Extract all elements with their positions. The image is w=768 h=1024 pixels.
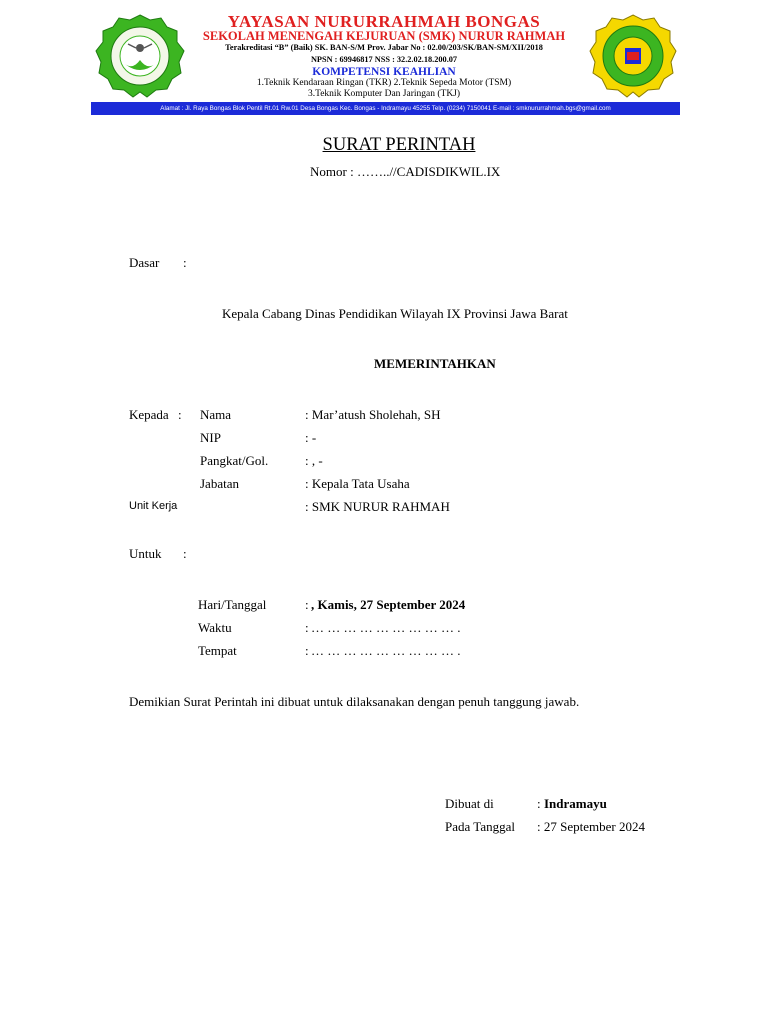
dasar-colon: :	[183, 255, 187, 270]
accreditation: Terakreditasi “B” (Baik) SK. BAN-S/M Prov. Jabar No : 02.00/203/SK/BAN-SM/XII/2018	[225, 43, 543, 52]
competency-line-2: 3.Teknik Komputer Dan Jaringan (TKJ)	[307, 89, 461, 99]
schedule-date: , Kamis, 27 September 2024	[311, 597, 466, 612]
place-value: Indramayu	[544, 796, 607, 811]
field-label: Nama	[200, 407, 232, 422]
npsn-nss: NPSN : 69946817 NSS : 32.2.02.18.200.07	[310, 55, 458, 64]
field-label: NIP	[200, 430, 221, 445]
kepada-label: Kepada	[129, 407, 169, 422]
place-label: Dibuat di	[445, 796, 494, 811]
schedule-place: … … … … … … … … … .	[311, 643, 461, 658]
schedule-time: … … … … … … … … … .	[311, 620, 461, 635]
schedule-label: Tempat	[198, 643, 237, 658]
field-value: : Kepala Tata Usaha	[305, 476, 410, 491]
kepada-colon: :	[178, 407, 182, 422]
untuk-colon: :	[183, 546, 187, 561]
school-name: SEKOLAH MENENGAH KEJURUAN (SMK) NURUR RAHMAH	[202, 29, 566, 43]
address-bar: Alamat : Jl. Raya Bongas Blok Pentil Rt.01 Rw.01 Desa Bongas Kec. Bongas - Indramayu 45255 Telp. (0234) 7150041 E-mail : smknururrahmah.bgs@gmail.com	[91, 102, 680, 115]
dasar-label: Dasar	[129, 255, 160, 270]
competency-line-1: 1.Teknik Kendaraan Ringan (TKR) 2.Teknik Sepeda Motor (TSM)	[256, 78, 512, 88]
schedule-colon: :	[305, 620, 309, 635]
document-number: Nomor : ……..//CADISDIKWIL.IX	[310, 164, 501, 179]
field-value: : -	[305, 430, 317, 445]
schedule-label: Hari/Tanggal	[198, 597, 267, 612]
schedule-label: Waktu	[198, 620, 232, 635]
competency-heading: KOMPETENSI KEAHLIAN	[312, 66, 456, 78]
date-value: : 27 September 2024	[537, 819, 645, 834]
command-heading: MEMERINTAHKAN	[374, 356, 496, 371]
schedule-colon: :	[305, 643, 309, 658]
field-label: Jabatan	[200, 476, 239, 491]
schedule-colon: :	[305, 597, 309, 612]
unit-kerja-label: Unit Kerja	[129, 500, 178, 512]
place-colon: :	[537, 796, 541, 811]
issuer: Kepala Cabang Dinas Pendidikan Wilayah IX Provinsi Jawa Barat	[222, 306, 568, 321]
date-label: Pada Tanggal	[445, 819, 515, 834]
field-label: Pangkat/Gol.	[200, 453, 269, 468]
unit-kerja-value: : SMK NURUR RAHMAH	[305, 499, 450, 514]
foundation-name: YAYASAN NURURRAHMAH BONGAS	[227, 12, 541, 31]
field-value: : , -	[305, 453, 323, 468]
closing-statement: Demikian Surat Perintah ini dibuat untuk dilaksanakan dengan penuh tanggung jawab.	[129, 694, 580, 709]
field-value: : Mar’atush Sholehah, SH	[305, 407, 441, 422]
untuk-label: Untuk	[129, 546, 162, 561]
document-title: SURAT PERINTAH	[322, 135, 476, 155]
